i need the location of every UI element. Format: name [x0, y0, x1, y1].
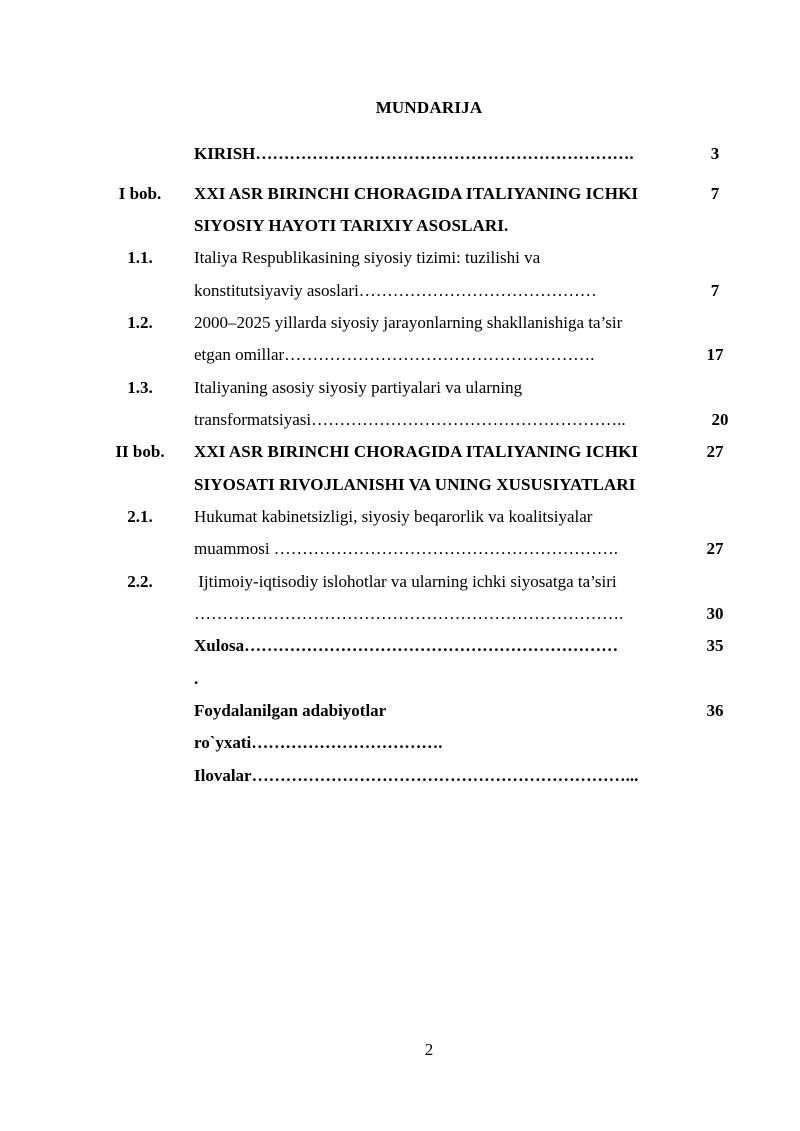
toc-section-1-2-page: 17 — [706, 345, 724, 364]
toc-section-2-2-number: 2.2. — [127, 572, 153, 591]
toc-chapter-1-page: 7 — [710, 184, 720, 203]
toc-chapter-2-title-line1: XXI ASR BIRINCHI CHORAGIDA ITALIYANING ICHKI — [194, 442, 639, 461]
toc-chapter-1-title-line2: SIYOSIY HAYOTI TARIXIY ASOSLARI. — [194, 216, 509, 235]
toc-section-1-3-line2: transformatsiyasi……………………………………………….. — [194, 410, 626, 429]
toc-entry-xulosa-dot: . — [194, 669, 199, 688]
toc-chapter-1-number: I bob. — [118, 184, 162, 203]
toc-section-2-1-line1: Hukumat kabinetsizligi, siyosiy beqarorlik va koalitsiyalar — [194, 507, 593, 526]
toc-section-2-1-page: 27 — [706, 539, 724, 558]
toc-section-1-3-line1: Italiyaning asosiy siyosiy partiyalari va ularning — [194, 378, 523, 397]
toc-entry-xulosa: Xulosa………………………………………………………… — [194, 636, 619, 655]
toc-entry-bibliography-line2: ro`yxati……………………………. — [194, 733, 443, 752]
toc-section-1-2-line2: etgan omillar………………………………………………. — [194, 345, 595, 364]
toc-section-1-1-number: 1.1. — [127, 248, 153, 267]
toc-title: MUNDARIJA — [375, 98, 483, 117]
toc-section-2-2-page: 30 — [706, 604, 724, 623]
toc-page-bibliography: 36 — [706, 701, 724, 720]
toc-section-2-2-line2: …………………………………………………………………. — [194, 604, 624, 623]
toc-chapter-2-number: II bob. — [115, 442, 165, 461]
toc-section-1-3-page: 20 — [711, 410, 729, 429]
toc-section-1-2-line1: 2000–2025 yillarda siyosiy jarayonlarning shakllanishiga ta’sir — [194, 313, 623, 332]
toc-chapter-1-title-line1: XXI ASR BIRINCHI CHORAGIDA ITALIYANING ICHKI — [194, 184, 639, 203]
toc-section-2-2-line1: Ijtimoiy-iqtisodiy islohotlar va ularning ichki siyosatga ta’siri — [194, 572, 617, 591]
toc-entry-kirish: KIRISH…………………………………………………………. — [194, 144, 634, 163]
toc-section-1-1-line2: konstitutsiyaviy asoslari…………………………………… — [194, 281, 597, 300]
toc-chapter-2-page: 27 — [706, 442, 724, 461]
toc-section-1-2-number: 1.2. — [127, 313, 153, 332]
toc-section-2-1-line2: muammosi ……………………………………………………. — [194, 539, 619, 558]
toc-entry-bibliography-line1: Foydalanilgan adabiyotlar — [194, 701, 387, 720]
toc-section-1-3-number: 1.3. — [127, 378, 153, 397]
toc-section-2-1-number: 2.1. — [127, 507, 153, 526]
page-number: 2 — [424, 1040, 434, 1059]
toc-section-1-1-page: 7 — [710, 281, 720, 300]
toc-entry-appendices: Ilovalar…………………………………………………………... — [194, 766, 639, 785]
toc-chapter-2-title-line2: SIYOSATI RIVOJLANISHI VA UNING XUSUSIYATLARI — [194, 475, 636, 494]
toc-page-kirish: 3 — [710, 144, 720, 163]
toc-page-xulosa: 35 — [706, 636, 724, 655]
toc-section-1-1-line1: Italiya Respublikasining siyosiy tizimi: tuzilishi va — [194, 248, 541, 267]
